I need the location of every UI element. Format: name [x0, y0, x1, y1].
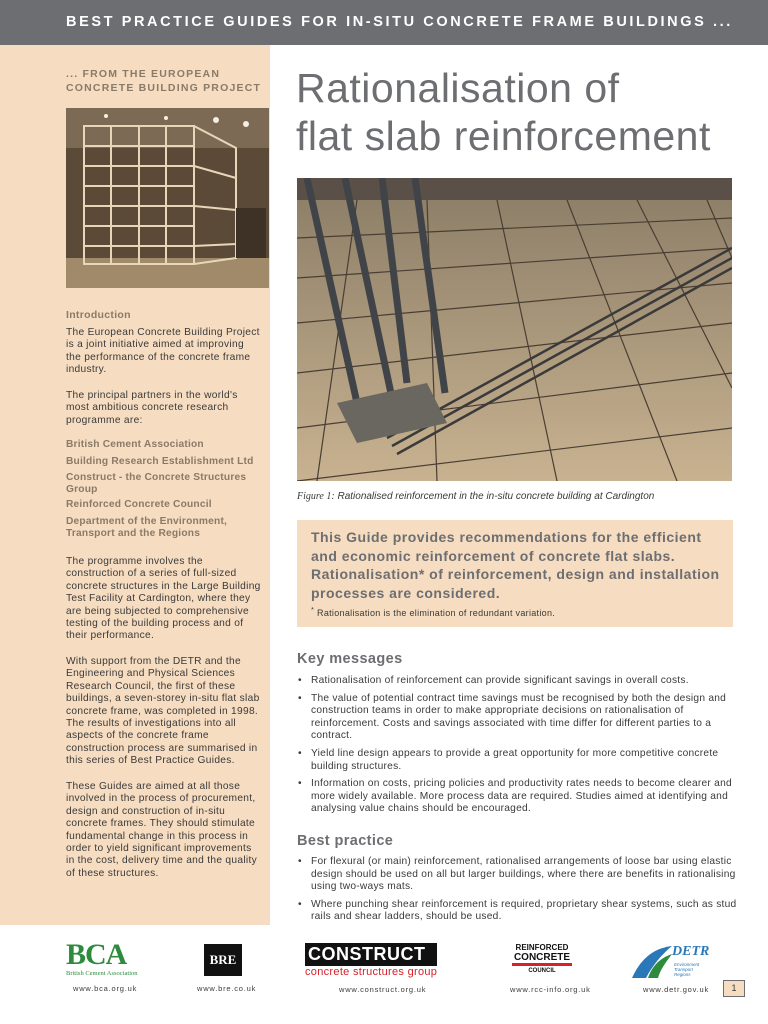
detr-emblem-icon: [628, 942, 676, 980]
construct-logo-subtitle: concrete structures group: [305, 966, 438, 978]
intro-heading: Introduction: [66, 309, 131, 321]
rcc-line-2: CONCRETE: [512, 952, 572, 966]
guide-summary: This Guide provides recommendations for the efficient and economic reinforcement of concrete flat slabs. Rationalisation* of reinforcement, design and installation processes are considered.: [311, 529, 720, 601]
detr-sub-3: Regions: [674, 972, 691, 977]
building-photo: [66, 108, 269, 288]
best-practice-heading: Best practice: [297, 833, 394, 849]
footnote: [311, 605, 555, 618]
footnote-text: Rationalisation is the elimination of redundant variation.: [317, 608, 556, 618]
header-banner: [0, 0, 768, 45]
detr-logo-subtitle: [674, 962, 699, 977]
list-item: • Rationalisation of reinforcement can provide significant savings in overall costs.: [297, 675, 737, 688]
detr-url: www.detr.gov.uk: [643, 985, 710, 994]
construct-url: www.construct.org.uk: [339, 985, 427, 994]
from-project-label: ... FROM THE EUROPEAN CONCRETE BUILDING PROJECT: [66, 68, 262, 94]
bre-logo: [204, 944, 242, 976]
support-paragraph: With support from the DETR and the Engineering and Physical Sciences Research Council, the first of these buildings, a seven-storey in-situ flat slab concrete frame, was completed in 1998. The results of investigations into all aspects of the concrete frame construction process are summarised in this series of Best Practice Guides.: [66, 656, 260, 767]
partner-rcc: Reinforced Concrete Council: [66, 499, 212, 510]
bre-url: www.bre.co.uk: [197, 984, 257, 993]
title-line-1: Rationalisation of: [296, 65, 620, 111]
footnote-mark: *: [311, 605, 315, 614]
intro-paragraph-1: The European Concrete Building Project is a joint initiative aimed at improving the performance of the concrete frame industry.: [66, 327, 260, 376]
bca-logo: [66, 940, 138, 977]
reinforcement-photo: [297, 178, 732, 481]
bca-logo-text: BCA: [66, 938, 127, 971]
summary-box: [297, 520, 733, 627]
bre-logo-text: BRE: [204, 944, 242, 976]
construct-logo-text: CONSTRUCT: [305, 943, 437, 966]
bca-url: www.bca.org.uk: [73, 984, 138, 993]
list-item: • Where punching shear reinforcement is required, proprietary shear systems, such as stud rails and shear ladders, should be used.: [297, 899, 737, 924]
page-title: [296, 64, 756, 160]
partner-detr: Department of the Environment, Transport and the Regions: [66, 516, 228, 539]
guides-paragraph: These Guides are aimed at all those involved in the process of procurement, design and construction of in-situ concrete frames. They should stimulate fundamental change in this process in order to yield significant improvements in the cost, delivery time and the quality of these structures.: [66, 781, 257, 879]
rcc-logo: [512, 943, 572, 976]
list-item: • The value of potential contract time savings must be recognised by both the design and construction teams in order to make appropriate decisions on rationalisation of reinforcement. Costs and savings associated with time differ for different parties to a contract.: [297, 693, 737, 743]
partner-bre: Building Research Establishment Ltd: [66, 456, 254, 467]
rcc-line-3: COUNCIL: [528, 968, 556, 974]
partner-bca: British Cement Association: [66, 439, 204, 450]
rcc-line-1: REINFORCED: [515, 943, 569, 952]
banner-text: BEST PRACTICE GUIDES FOR IN-SITU CONCRETE FRAME BUILDINGS ...: [66, 14, 733, 30]
detr-logo-text: DETR: [672, 944, 710, 959]
list-item: • For flexural (or main) reinforcement, rationalised arrangements of loose bar using elastic design should be used on all but larger buildings, where there are benefits in rationalising using two-ways mats.: [297, 856, 737, 894]
best-practice-list: [297, 856, 737, 929]
figure-caption-text: Rationalised reinforcement in the in-situ concrete building at Cardington: [337, 491, 655, 502]
figure-caption: [297, 491, 737, 502]
title-line-2: flat slab reinforcement: [296, 113, 711, 159]
partner-construct: Construct - the Concrete Structures Group: [66, 472, 247, 495]
figure-label: Figure 1:: [297, 491, 335, 502]
intro-paragraph-2: The principal partners in the world's most ambitious concrete research programme are:: [66, 390, 238, 426]
list-item: • Yield line design appears to provide a great opportunity for more competitive concrete building structures.: [297, 748, 737, 773]
detr-sub-2: Transport: [674, 967, 693, 972]
bca-logo-subtitle: British Cement Association: [66, 970, 138, 977]
list-item: • Information on costs, pricing policies and productivity rates needs to become clearer and more widely available. More process data are required. Studies aimed at identifying and analysing value chains should be encouraged.: [297, 778, 737, 816]
page-number: 1: [723, 980, 745, 997]
key-messages-heading: Key messages: [297, 651, 403, 667]
programme-paragraph: The programme involves the construction of a series of full-sized concrete structures in the Large Building Test Facility at Cardington, where they are being subjected to comprehensive testing of the building process and of their performance.: [66, 556, 261, 642]
key-messages-list: [297, 675, 737, 821]
rcc-url: www.rcc-info.org.uk: [510, 985, 591, 994]
detr-sub-1: Environment: [674, 962, 700, 967]
construct-logo: [305, 943, 437, 978]
